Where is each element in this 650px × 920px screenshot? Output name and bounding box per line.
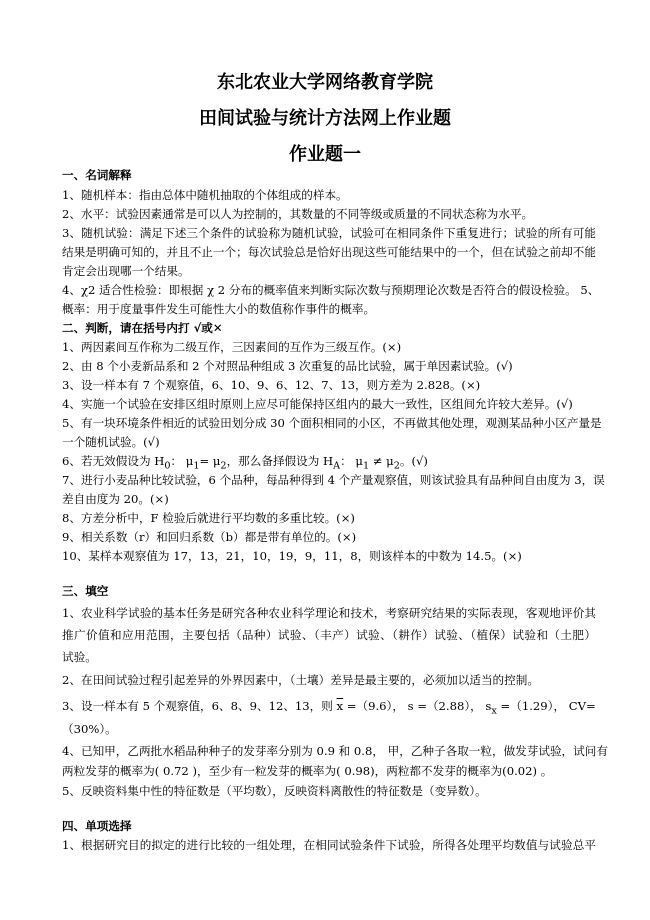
definition-line: 3、随机试验：满足下述三个条件的试验称为随机试验，试验可在相同条件下重复进行；试验的所有可能	[62, 226, 596, 240]
school-title: 东北农业大学网络教育学院	[217, 72, 433, 93]
definition-line: 概率：用于度量事件发生可能性大小的数值称作事件的概率。	[62, 302, 376, 316]
course-title: 田间试验与统计方法网上作业题	[199, 108, 451, 129]
judgement-item: 7、进行小麦品种比较试验，6 个品种，每品种得到 4 个产量观察值，则该试验具有品种间自由度为 3，误	[62, 473, 605, 487]
fill-in-line: 2、在田间试验过程引起差异的外界因素中，（土壤）差异是最主要的，必须加以适当的控制。	[62, 673, 539, 687]
fill-in-line: 两粒发芽的概率为( 0.72 )，至少有一粒发芽的概率为( 0.98)，两粒都不发芽的概率为(0.02) 。	[62, 764, 553, 778]
fill-in-line: 1、农业科学试验的基本任务是研究各种农业科学理论和技术，考察研究结果的实际表现，客观地评价其	[62, 606, 596, 620]
definition-line: 2、水平：试验因素通常是可以人为控制的，其数量的不同等级或质量的不同状态称为水平。	[62, 207, 534, 221]
fill-in-line: 5、反映资料集中性的特征数是（平均数），反映资料离散性的特征数是（变异数）。	[62, 784, 487, 798]
judgement-item: 3、设一样本有 7 个观察值，6、10、9、6、12、7、13，则方差为 2.828。(×)	[62, 378, 481, 392]
single-choice-line: 1、根据研究目的拟定的进行比较的一组处理，在相同试验条件下试验，所得各处理平均数值与试验总平	[62, 838, 596, 852]
judgement-item: 2、由 8 个小麦新品系和 2 个对照品种组成 3 次重复的品比试验，属于单因素试验。(√)	[62, 359, 513, 373]
judgement-item: 5、有一块环境条件相近的试验田划分成 30 个面积相同的小区，不再做其他处理，观测某品种小区产量是	[62, 416, 602, 430]
section-heading-definitions: 一、名词解释	[62, 168, 132, 182]
judgement-item: 4、实施一个试验在安排区组时原则上应尽可能保持区组内的最大一致性，区组间允许较大差异。(√)	[62, 397, 573, 411]
section-heading-judgement: 二、判断，请在括号内打 √或✕	[62, 321, 223, 335]
judgement-item: 9、相关系数（r）和回归系数（b）都是带有单位的。(×)	[62, 530, 357, 544]
judgement-item: 1、两因素间互作称为二级互作，三因素间的互作为三级互作。(×)	[62, 340, 402, 354]
judgement-item: 一个随机试验。(√)	[62, 435, 160, 449]
assignment-title: 作业题一	[289, 144, 361, 165]
fill-in-line: 4、已知甲，乙两批水稻品种种子的发芽率分别为 0.9 和 0.8， 甲，乙种子各取一粒，做发芽试验，试问有	[62, 744, 608, 758]
fill-in-line: （30%）。	[62, 722, 117, 736]
judgement-item: 8、方差分析中，F 检验后就进行平均数的多重比较。(×)	[62, 511, 355, 525]
fill-in-line: 试验。	[62, 650, 97, 664]
judgement-item-hypothesis: 6、若无效假设为 $H_0$： $\mu_1= \mu_2$，那么备择假设为 $H_A$： $\mu_1 \ne \mu_2$。(√)	[62, 454, 428, 472]
section-heading-fill-in: 三、填空	[62, 584, 109, 598]
judgement-item: 10、某样本观察值为 17，13，21，10，19，9，11，8，则该样本的中数为 14.5。(×)	[62, 549, 522, 563]
definition-line: 4、χ2 适合性检验：即根据 χ 2 分布的概率值来判断实际次数与预期理论次数是否符合的假设检验。 5、	[62, 283, 600, 297]
judgement-item: 差自由度为 20。(×)	[62, 492, 169, 506]
section-heading-single-choice: 四、单项选择	[62, 819, 132, 833]
definition-line: 肯定会出现哪一个结果。	[62, 264, 190, 278]
fill-in-line: 推广价值和应用范围，主要包括（品种）试验、（丰产）试验、（耕作）试验、（植保）试验和（土肥）	[62, 628, 596, 642]
fill-in-statistics-item: 3、设一样本有 5 个观察值，6、8、9、12、13，则 $\overline{x} =(9.6)$， s =（2.88）， $s_x =(1.29)$， CV=	[62, 699, 596, 717]
definition-line: 结果是明确可知的，并且不止一个；每次试验总是恰好出现这些可能结果中的一个，但在试验之前却不能	[62, 245, 596, 259]
definition-line: 1、随机样本：指由总体中随机抽取的个体组成的样本。	[62, 188, 348, 202]
